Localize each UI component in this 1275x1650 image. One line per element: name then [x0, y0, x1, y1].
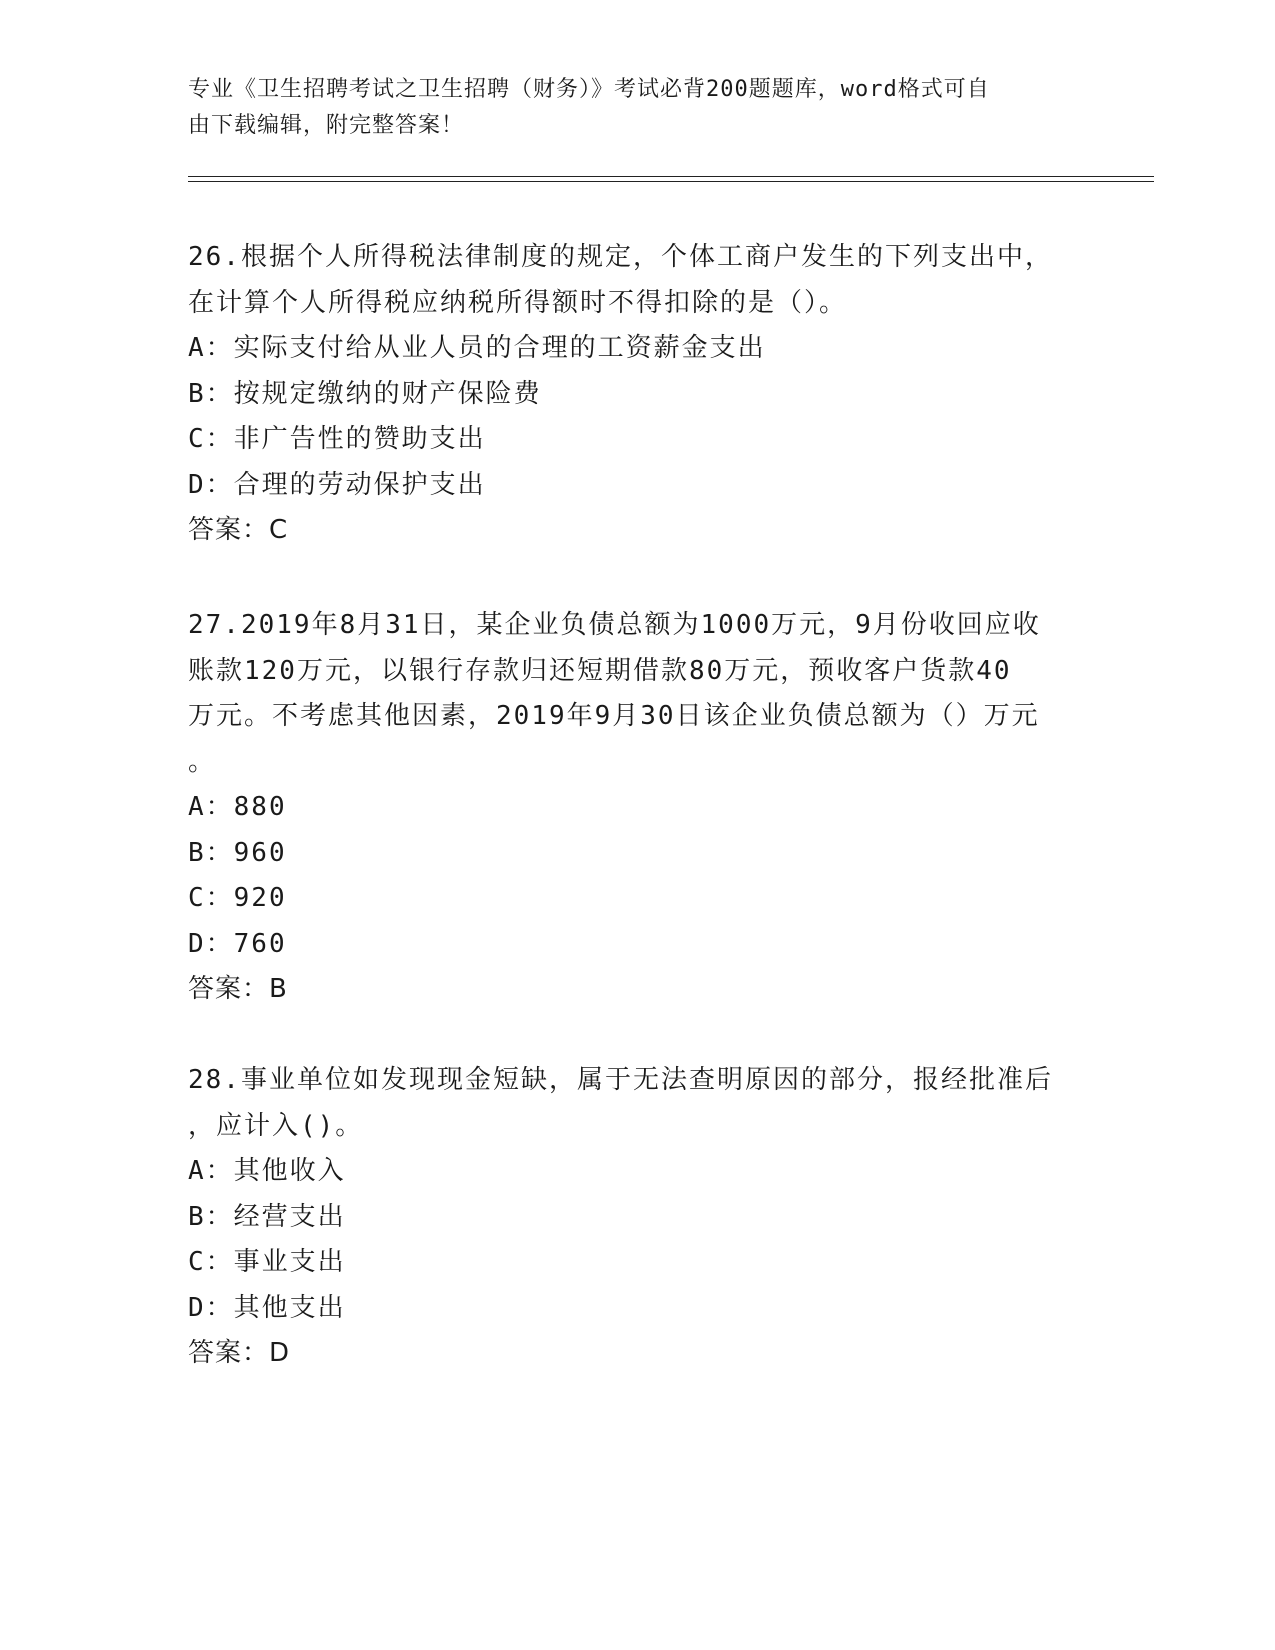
question-stem-line: 在计算个人所得税应纳税所得额时不得扣除的是（）。 [188, 287, 848, 318]
option-b: B：经营支出 [188, 1201, 346, 1232]
option-b: B：按规定缴纳的财产保险费 [188, 378, 542, 409]
question-stem-line: 账款120万元，以银行存款归还短期借款80万元，预收客户货款40 [188, 655, 1012, 686]
question-28 [188, 1058, 1088, 1377]
option-a: A：880 [188, 792, 287, 822]
question-stem-line: 万元。不考虑其他因素，2019年9月30日该企业负债总额为（）万元 [188, 701, 1040, 731]
option-a: A：其他收入 [188, 1156, 346, 1186]
header-divider-bottom [188, 181, 1154, 182]
answer-line: 答案：B [188, 974, 288, 1004]
option-d: D：其他支出 [188, 1292, 346, 1323]
question-stem-line: 26.根据个人所得税法律制度的规定，个体工商户发生的下列支出中， [188, 242, 1053, 272]
option-d: D：合理的劳动保护支出 [188, 469, 486, 500]
option-c: C：事业支出 [188, 1247, 346, 1277]
option-a: A：实际支付给从业人员的合理的工资薪金支出 [188, 333, 766, 363]
answer-line: 答案：D [188, 1338, 291, 1368]
header-line-2: 由下载编辑，附完整答案！ [188, 113, 465, 138]
question-26 [188, 235, 1088, 554]
header-divider-top [188, 176, 1154, 177]
option-c: C：920 [188, 883, 287, 913]
document-header [188, 72, 1068, 144]
option-b: B：960 [188, 837, 287, 868]
question-stem-line: ，应计入()。 [188, 1110, 364, 1141]
header-line-1: 专业《卫生招聘考试之卫生招聘（财务）》考试必背200题题库，word格式可自 [188, 77, 990, 102]
option-d: D：760 [188, 928, 287, 959]
question-stem-line: 27.2019年8月31日，某企业负债总额为1000万元，9月份收回应收 [188, 610, 1041, 640]
question-stem-line: 28.事业单位如发现现金短缺，属于无法查明原因的部分，报经批准后 [188, 1065, 1053, 1095]
answer-line: 答案：C [188, 515, 289, 545]
question-27 [188, 603, 1088, 1013]
option-c: C：非广告性的赞助支出 [188, 424, 486, 454]
question-stem-line: 。 [188, 746, 217, 777]
